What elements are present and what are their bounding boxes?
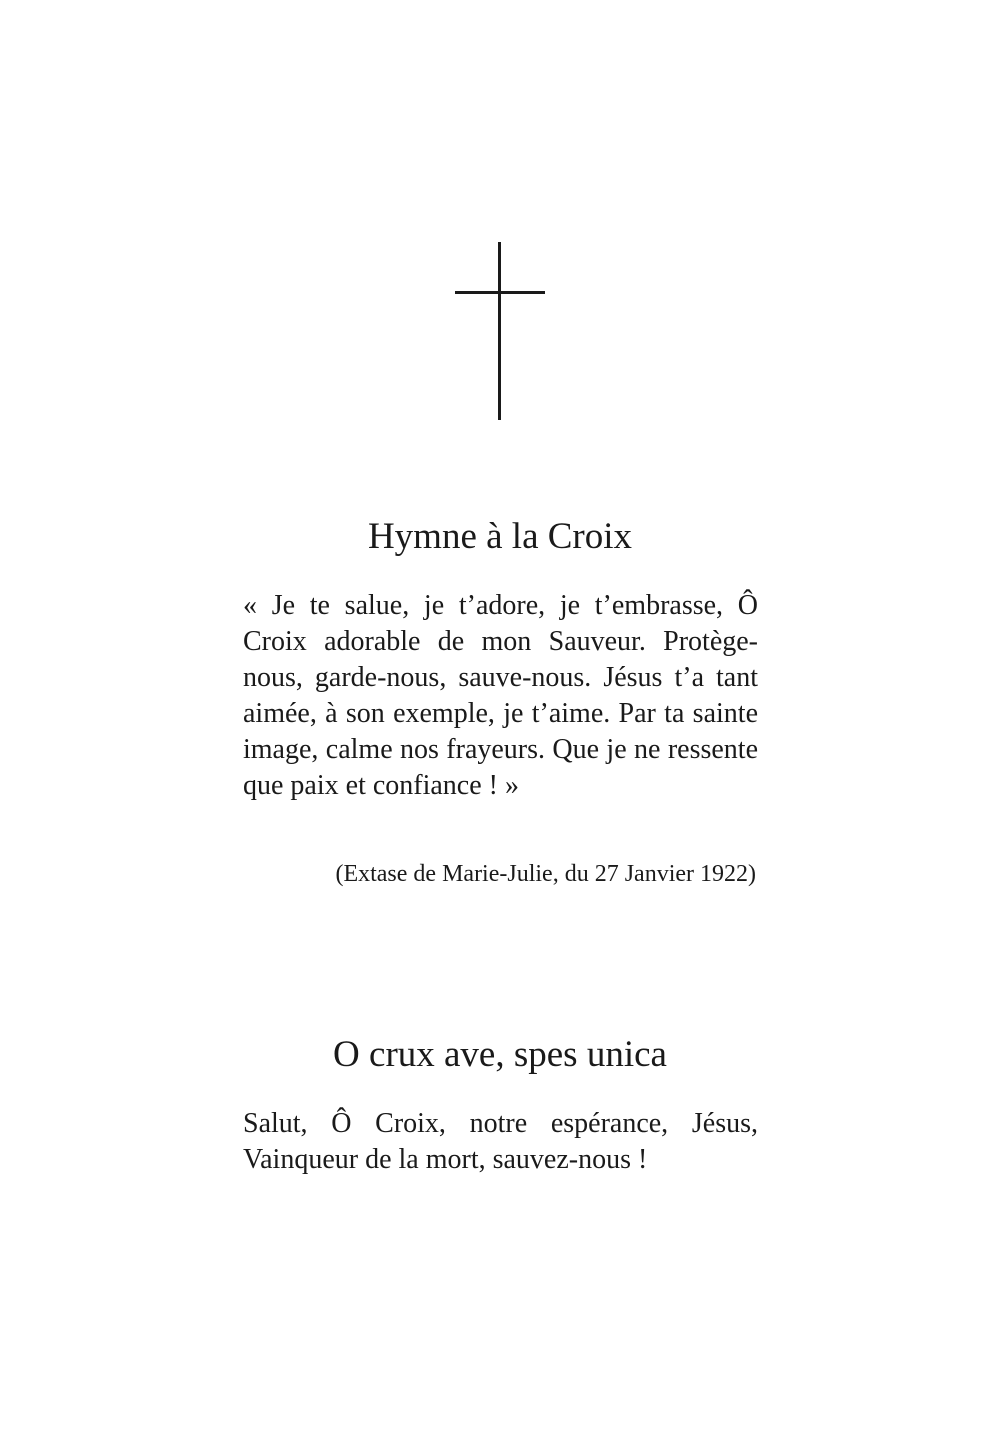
cross-vertical-bar [498,242,501,420]
crux-ave-prayer-text: Salut, Ô Croix, notre espérance, Jésus, Vainqueur de la mort, sauvez-nous ! [243,1108,758,1175]
cross-icon [455,242,545,420]
hymn-title: Hymne à la Croix [367,516,633,557]
cross-horizontal-bar [455,291,545,294]
hymn-attribution: (Extase de Marie-Julie, du 27 Janvier 1922) [335,861,756,887]
crux-ave-title: O crux ave, spes unica [333,1034,667,1075]
hymn-prayer-text: « Je te salue, je t’adore, je t’embrasse, Ô Croix adorable de mon Sauveur. Protège-nous, garde-nous, sauve-nous. Jésus t’a tant aimée, à son exemple, je t’aime. Par ta sainte image, calme nos frayeurs. Que je ne ressente que paix et confiance ! » [243,590,758,801]
